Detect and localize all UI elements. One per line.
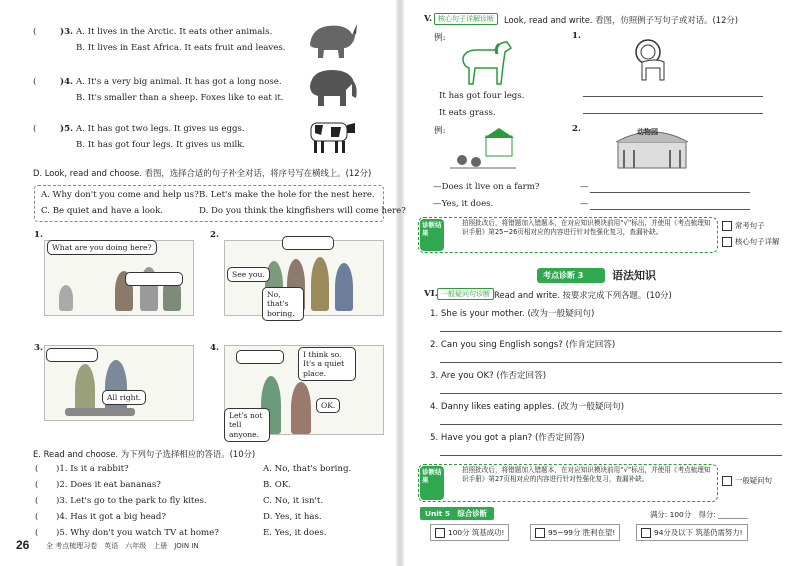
section-v-number: V. [424,14,433,24]
scene-2-bubble-2 [262,287,304,321]
q4-option-b: B. It's smaller than a sheep. Foxes like to eat it. [76,93,284,103]
e-answer-c: C. No, it isn't. [263,496,324,506]
vi-item-1: 1. She is your mother. (改为一般疑问句) [430,309,595,319]
unit-label-text: Unit 5 综合诊断 [425,509,487,518]
result-option-95-99[interactable] [530,524,620,541]
vi-item-1-answer-line[interactable] [440,331,782,332]
e-5-paren: ( [35,528,39,538]
e-answer-d: D. Yes, it has. [263,512,322,522]
section-d-option-a: A. Why don't you come and help us? [41,190,199,200]
zoo-sign: 动物园 [637,128,658,136]
e-4-question: )4. Has it got a big head? [56,512,167,522]
scene-1-bubble [47,240,157,255]
scene-2-bubble-2-text: No, that's boring. [267,290,295,318]
lion-icon [628,36,674,84]
vi-item-3: 3. Are you OK? (作否定回答) [430,371,547,381]
q5-option-b: B. It has got four legs. It gives us milk. [76,140,246,150]
result-option-100-label: 100分 筑基成功! [448,528,505,537]
example-1-line-2: It eats grass. [439,108,496,118]
scene-4-number: 4. [210,343,219,353]
scene-3-bubble-text: All right. [107,393,142,402]
scene-2-bubble-1 [227,267,270,282]
vi-item-4-answer-line[interactable] [440,424,782,425]
scene-4-bubble-2 [316,398,340,413]
vi-item-5-answer-line[interactable] [440,455,782,456]
section-d-option-d: D. Do you think the kingfishers will come here? [199,206,406,216]
checkbox-core-sentences[interactable] [722,236,779,247]
section-d-option-b: B. Let's make the hole for the nest here. [199,190,375,200]
diagnosis-label-2-text: 诊断结果 [422,468,442,484]
item-2-dash-1: — [580,182,589,192]
scene-1-number: 1. [34,230,43,240]
result-option-100[interactable] [430,524,509,541]
e-2-question: )2. Does it eat bananas? [56,480,161,490]
e-1-paren: ( [35,464,39,474]
example-2-label: 例: [434,126,446,136]
farm-icon [448,126,518,172]
scene-4-bubble-3 [224,408,270,442]
item-1-number: 1. [572,31,581,41]
example-1-line-1: It has got four legs. [439,91,525,101]
vi-item-4: 4. Danny likes eating apples. (改为一般疑问句) [430,402,625,412]
example-2-line-2: —Yes, it does. [433,199,494,209]
checkbox-common-sentences-label: 常考句子 [735,221,765,230]
section-e-title: E. Read and choose. 为下列句子选择相应的答语。(10分) [33,449,256,459]
scene-4-bubble-1-text: I think so. It's a quiet place. [303,350,345,378]
checkbox-common-sentences[interactable] [722,220,765,231]
e-3-question: )3. Let's go to the park to fly kites. [56,496,207,506]
checkbox-core-sentences-label: 核心句子详解 [735,237,780,246]
scene-4-bubble-3-text: Let's not tell anyone. [229,411,263,439]
vi-item-3-answer-line[interactable] [440,393,782,394]
section-d-title: D. Look, read and choose. 看图，选择合适的句子补全对话，将序号写在横线上。(12分) [33,168,372,178]
section-vi-title: Read and write. 按要求完成下列各题。(10分) [494,290,672,300]
cow-icon [303,115,357,155]
item-1-answer-line-1[interactable] [583,96,763,97]
section-title: 语法知识 [612,269,656,282]
scene-1-bubble-text: What are you doing here? [52,243,152,252]
item-2-answer-line-1[interactable] [590,192,750,193]
diagnosis-text-1: 拍照批改后，将错题加入错题本，在对应知识模块前用“√”标出，并使用《考点梳理知识手册》第25~26页相对应的内容进行针对性强化复习，查漏补缺。 [462,219,711,236]
section-vi-tag-text: 一般疑问句诊断 [437,288,494,300]
scene-4-bubble-1 [298,347,356,381]
q4-option-a: A. It's a very big animal. It has got a long nose. [76,77,282,87]
e-answer-a: A. No, that's boring. [263,464,352,474]
section-v-tag [434,13,498,25]
horse-icon [455,38,519,86]
section-d-option-c: C. Be quiet and have a look. [41,206,164,216]
q4-number: )4. [60,77,74,87]
footer-text: 全 考点梳理习卷 英语 六年级 上册 JOIN IN [46,542,199,550]
diagnosis-label-1 [420,219,444,251]
section-badge [537,268,605,283]
scene-3-bubble [102,390,146,405]
result-option-below-94[interactable] [636,524,748,541]
e-5-question: )5. Why don't you watch TV at home? [56,528,219,538]
scene-4-bubble-2-text: OK. [321,401,336,410]
diagnosis-label-1-text: 诊断结果 [422,221,442,237]
vi-item-2: 2. Can you sing English songs? (作肯定回答) [430,340,616,350]
right-page [400,0,800,566]
item-2-dash-2: — [580,199,589,209]
item-1-answer-line-2[interactable] [583,113,763,114]
scene-2-blank-bubble[interactable] [282,236,334,250]
section-badge-text: 考点诊断 3 [543,271,584,280]
q4-paren: ( [33,77,37,87]
checkbox-yes-no-question-label: 一般疑问句 [735,476,772,485]
result-option-below-94-label: 94分及以下 筑基仍需努力! [654,528,743,537]
vi-item-2-answer-line[interactable] [440,362,782,363]
example-2-line-1: —Does it live on a farm? [433,182,540,192]
section-v-tag-text: 核心句子详解诊断 [434,13,498,25]
item-2-answer-line-2[interactable] [590,209,750,210]
diagnosis-label-2 [420,466,444,500]
score-line: 满分: 100分 得分: ________ [650,510,748,519]
e-answer-e: E. Yes, it does. [263,528,327,538]
example-1-label: 例: [434,33,446,43]
q3-paren: ( [33,27,37,37]
section-v-title: Look, read and write. 看图，仿照例子写句子或对话。(12分) [504,15,739,25]
q3-option-a: A. It lives in the Arctic. It eats other animals. [76,27,273,37]
diagnosis-text-2: 拍照批改后，将错题加入错题本，在对应知识模块前用“√”标出，并使用《考点梳理知识手册》第27页相对应的内容进行针对性强化复习，查漏补缺。 [462,466,711,483]
section-vi-number: VI. [424,289,438,299]
e-4-paren: ( [35,512,39,522]
unit-label [420,507,494,520]
e-1-question: )1. Is it a rabbit? [56,464,129,474]
e-2-paren: ( [35,480,39,490]
e-answer-b: B. OK. [263,480,291,490]
scene-3-number: 3. [34,343,43,353]
scene-4-blank-bubble[interactable] [236,350,284,364]
q3-option-b: B. It lives in East Africa. It eats fruit and leaves. [76,43,286,53]
e-3-paren: ( [35,496,39,506]
scene-2-number: 2. [210,230,219,240]
scene-2-bubble-1-text: See you. [232,270,265,279]
vi-item-5: 5. Have you got a plan? (作否定回答) [430,433,585,443]
scene-1-blank-bubble[interactable] [125,272,183,286]
page-number: 26 [16,538,30,552]
q5-option-a: A. It has got two legs. It gives us eggs. [76,124,245,134]
scene-3-blank-bubble[interactable] [46,348,98,362]
result-option-95-99-label: 95~99分 胜利在望! [548,528,616,537]
q3-number: )3. [60,27,74,37]
q5-paren: ( [33,124,37,134]
rhino-icon [306,14,358,60]
elephant-icon [302,64,360,108]
checkbox-yes-no-question[interactable] [722,475,772,486]
item-2-number: 2. [572,124,581,134]
q5-number: )5. [60,124,74,134]
section-vi-tag [437,288,494,300]
